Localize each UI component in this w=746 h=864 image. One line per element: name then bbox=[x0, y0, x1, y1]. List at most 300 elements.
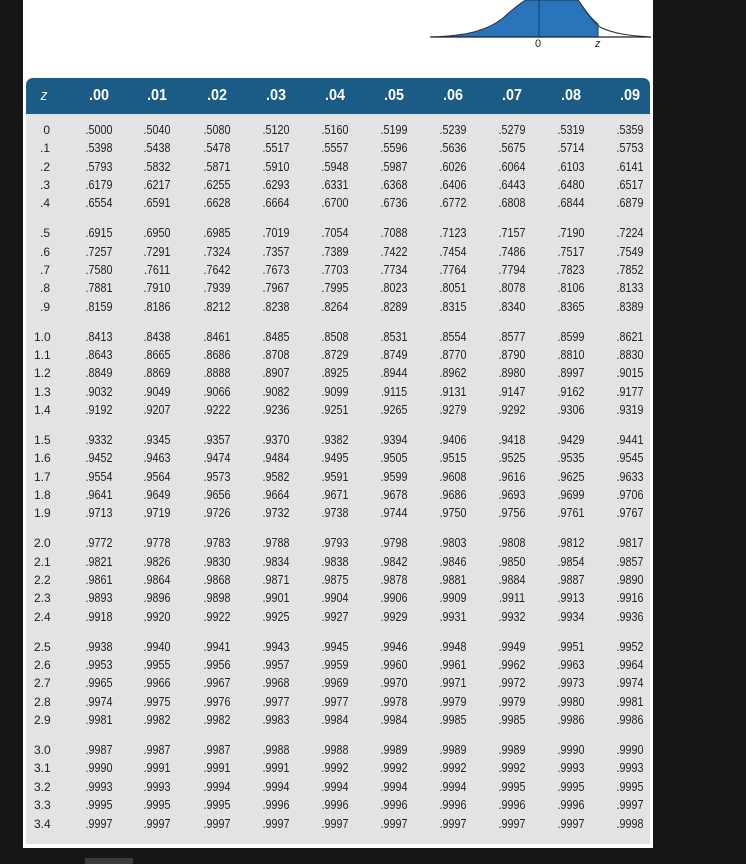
probability-cell: .9984 bbox=[380, 713, 408, 728]
probability-cell: .9625 bbox=[557, 469, 585, 484]
probability-cell: .6700 bbox=[321, 196, 349, 211]
probability-cell: .9756 bbox=[498, 506, 526, 521]
probability-cell: .9996 bbox=[557, 798, 585, 813]
probability-cell: .9997 bbox=[439, 816, 467, 831]
probability-cell: .9515 bbox=[439, 451, 467, 466]
table-rows bbox=[26, 114, 650, 844]
probability-cell: .6772 bbox=[439, 196, 467, 211]
probability-cell: .9975 bbox=[143, 694, 171, 709]
probability-cell: .6554 bbox=[85, 196, 113, 211]
probability-cell: .9997 bbox=[143, 816, 171, 831]
probability-cell: .9713 bbox=[85, 506, 113, 521]
probability-cell: .7995 bbox=[321, 281, 349, 296]
probability-cell: .5871 bbox=[203, 159, 231, 174]
z-value: 1.7 bbox=[34, 469, 51, 484]
probability-cell: .9977 bbox=[262, 694, 290, 709]
z-value: 1.1 bbox=[34, 348, 51, 363]
probability-cell: .9995 bbox=[557, 779, 585, 794]
probability-cell: .9925 bbox=[262, 609, 290, 624]
probability-cell: .5040 bbox=[143, 123, 171, 137]
probability-cell: .9826 bbox=[143, 554, 171, 569]
probability-cell: .6293 bbox=[262, 178, 290, 193]
probability-cell: .9616 bbox=[498, 469, 526, 484]
table-row bbox=[26, 158, 650, 176]
probability-cell: .5596 bbox=[380, 141, 408, 156]
probability-cell: .5359 bbox=[616, 123, 644, 137]
probability-cell: .8078 bbox=[498, 281, 526, 296]
table-row bbox=[26, 693, 650, 711]
probability-cell: .8133 bbox=[616, 281, 644, 296]
probability-cell: .9656 bbox=[203, 488, 231, 503]
table-row bbox=[26, 243, 650, 261]
probability-cell: .9994 bbox=[203, 779, 231, 794]
probability-cell: .9952 bbox=[616, 639, 644, 654]
probability-cell: .7611 bbox=[143, 263, 171, 278]
probability-cell: .8643 bbox=[85, 348, 113, 363]
probability-cell: .9997 bbox=[380, 816, 408, 831]
probability-cell: .9971 bbox=[439, 676, 467, 691]
probability-cell: .7190 bbox=[557, 226, 585, 241]
probability-cell: .9131 bbox=[439, 384, 467, 399]
probability-cell: .9881 bbox=[439, 573, 467, 588]
table-row bbox=[26, 279, 650, 297]
column-header: .03 bbox=[265, 87, 287, 104]
table-row bbox=[26, 553, 650, 571]
probability-cell: .9955 bbox=[143, 658, 171, 673]
probability-cell: .6026 bbox=[439, 159, 467, 174]
probability-cell: .9943 bbox=[262, 639, 290, 654]
probability-cell: .9474 bbox=[203, 451, 231, 466]
probability-cell: .9898 bbox=[203, 591, 231, 606]
probability-cell: .9788 bbox=[262, 536, 290, 551]
table-body bbox=[26, 114, 650, 844]
probability-cell: .9222 bbox=[203, 403, 231, 418]
probability-cell: .8980 bbox=[498, 366, 526, 381]
probability-cell: .7549 bbox=[616, 244, 644, 259]
table-row bbox=[26, 261, 650, 279]
probability-cell: .7852 bbox=[616, 263, 644, 278]
probability-cell: .9946 bbox=[380, 639, 408, 654]
probability-cell: .6879 bbox=[616, 196, 644, 211]
probability-cell: .9974 bbox=[616, 676, 644, 691]
probability-cell: .9838 bbox=[321, 554, 349, 569]
probability-cell: .5279 bbox=[498, 123, 526, 137]
probability-cell: .9808 bbox=[498, 536, 526, 551]
z-value: .8 bbox=[39, 281, 50, 296]
probability-cell: .9993 bbox=[557, 761, 585, 776]
table-row bbox=[26, 401, 650, 419]
window-bottom-strip bbox=[85, 858, 133, 864]
probability-cell: .5675 bbox=[498, 141, 526, 156]
probability-cell: .9505 bbox=[380, 451, 408, 466]
probability-cell: .9932 bbox=[498, 609, 526, 624]
probability-cell: .8577 bbox=[498, 329, 526, 344]
probability-cell: .5080 bbox=[203, 123, 231, 137]
probability-cell: .9803 bbox=[439, 536, 467, 551]
probability-cell: .8315 bbox=[439, 299, 467, 314]
probability-cell: .9987 bbox=[143, 743, 171, 758]
shaded-area bbox=[430, 0, 598, 37]
z-value: 0 bbox=[43, 123, 50, 137]
probability-cell: .9987 bbox=[203, 743, 231, 758]
table-row bbox=[26, 383, 650, 401]
probability-cell: .9948 bbox=[439, 639, 467, 654]
probability-cell: .6628 bbox=[203, 196, 231, 211]
probability-cell: .9973 bbox=[557, 676, 585, 691]
probability-cell: .8051 bbox=[439, 281, 467, 296]
probability-cell: .9990 bbox=[557, 743, 585, 758]
column-header: .01 bbox=[146, 87, 168, 104]
probability-cell: .8686 bbox=[203, 348, 231, 363]
probability-cell: .9265 bbox=[380, 403, 408, 418]
probability-cell: .9306 bbox=[557, 403, 585, 418]
table-row bbox=[26, 468, 650, 486]
probability-cell: .6985 bbox=[203, 226, 231, 241]
probability-cell: .9981 bbox=[616, 694, 644, 709]
probability-cell: .9817 bbox=[616, 536, 644, 551]
probability-cell: .9846 bbox=[439, 554, 467, 569]
probability-cell: .9884 bbox=[498, 573, 526, 588]
probability-cell: .9995 bbox=[203, 798, 231, 813]
probability-cell: .9997 bbox=[85, 816, 113, 831]
probability-cell: .9251 bbox=[321, 403, 349, 418]
probability-cell: .9573 bbox=[203, 469, 231, 484]
table-row bbox=[26, 431, 650, 449]
probability-cell: .6844 bbox=[557, 196, 585, 211]
probability-cell: .9976 bbox=[203, 694, 231, 709]
z-value: 2.7 bbox=[34, 676, 51, 691]
table-row bbox=[26, 674, 650, 692]
probability-cell: .9738 bbox=[321, 506, 349, 521]
probability-cell: .9463 bbox=[143, 451, 171, 466]
probability-cell: .7454 bbox=[439, 244, 467, 259]
z-value: 2.5 bbox=[34, 639, 51, 654]
z-value: 3.0 bbox=[34, 743, 51, 758]
probability-cell: .8888 bbox=[203, 366, 231, 381]
probability-cell: .9996 bbox=[262, 798, 290, 813]
probability-cell: .9979 bbox=[439, 694, 467, 709]
probability-cell: .9994 bbox=[380, 779, 408, 794]
probability-cell: .9996 bbox=[498, 798, 526, 813]
probability-cell: .7673 bbox=[262, 263, 290, 278]
probability-cell: .9997 bbox=[616, 798, 644, 813]
probability-cell: .7703 bbox=[321, 263, 349, 278]
probability-cell: .9772 bbox=[85, 536, 113, 551]
probability-cell: .9991 bbox=[143, 761, 171, 776]
probability-cell: .9901 bbox=[262, 591, 290, 606]
probability-cell: .9970 bbox=[380, 676, 408, 691]
probability-cell: .9993 bbox=[616, 761, 644, 776]
probability-cell: .9967 bbox=[203, 676, 231, 691]
probability-cell: .6480 bbox=[557, 178, 585, 193]
probability-cell: .9115 bbox=[380, 384, 408, 399]
probability-cell: .9719 bbox=[143, 506, 171, 521]
probability-cell: .9996 bbox=[380, 798, 408, 813]
probability-cell: .9812 bbox=[557, 536, 585, 551]
probability-cell: .9984 bbox=[321, 713, 349, 728]
probability-cell: .9997 bbox=[203, 816, 231, 831]
probability-cell: .9966 bbox=[143, 676, 171, 691]
column-header: .06 bbox=[442, 87, 464, 104]
z-value: .3 bbox=[39, 178, 50, 193]
table-row bbox=[26, 139, 650, 157]
column-header-z: z bbox=[40, 87, 48, 104]
probability-cell: .9962 bbox=[498, 658, 526, 673]
probability-cell: .9726 bbox=[203, 506, 231, 521]
probability-cell: .6406 bbox=[439, 178, 467, 193]
probability-cell: .9992 bbox=[439, 761, 467, 776]
probability-cell: .5832 bbox=[143, 159, 171, 174]
z-value: .1 bbox=[39, 141, 50, 156]
probability-cell: .6915 bbox=[85, 226, 113, 241]
z-value: 2.8 bbox=[34, 694, 51, 709]
probability-cell: .8665 bbox=[143, 348, 171, 363]
z-value: 1.2 bbox=[34, 366, 51, 381]
probability-cell: .7224 bbox=[616, 226, 644, 241]
probability-cell: .9988 bbox=[321, 743, 349, 758]
table-row bbox=[26, 711, 650, 729]
probability-cell: .9994 bbox=[439, 779, 467, 794]
probability-cell: .9995 bbox=[616, 779, 644, 794]
table-row bbox=[26, 194, 650, 212]
probability-cell: .9997 bbox=[321, 816, 349, 831]
probability-cell: .9945 bbox=[321, 639, 349, 654]
probability-cell: .9989 bbox=[498, 743, 526, 758]
z-value: 1.6 bbox=[34, 451, 51, 466]
probability-cell: .8023 bbox=[380, 281, 408, 296]
probability-cell: .6808 bbox=[498, 196, 526, 211]
probability-cell: .9783 bbox=[203, 536, 231, 551]
probability-cell: .9671 bbox=[321, 488, 349, 503]
column-header: .05 bbox=[383, 87, 405, 104]
probability-cell: .5948 bbox=[321, 159, 349, 174]
probability-cell: .9949 bbox=[498, 639, 526, 654]
probability-cell: .9994 bbox=[321, 779, 349, 794]
probability-cell: .9887 bbox=[557, 573, 585, 588]
probability-cell: .9582 bbox=[262, 469, 290, 484]
probability-cell: .7291 bbox=[143, 244, 171, 259]
probability-cell: .9452 bbox=[85, 451, 113, 466]
probability-cell: .9767 bbox=[616, 506, 644, 521]
probability-cell: .6217 bbox=[143, 178, 171, 193]
probability-cell: .9082 bbox=[262, 384, 290, 399]
probability-cell: .7357 bbox=[262, 244, 290, 259]
z-value: 1.9 bbox=[34, 506, 51, 521]
probability-cell: .7088 bbox=[380, 226, 408, 241]
probability-cell: .9015 bbox=[616, 366, 644, 381]
probability-cell: .8621 bbox=[616, 329, 644, 344]
probability-cell: .5557 bbox=[321, 141, 349, 156]
probability-cell: .9871 bbox=[262, 573, 290, 588]
probability-cell: .9965 bbox=[85, 676, 113, 691]
probability-cell: .8599 bbox=[557, 329, 585, 344]
probability-cell: .5199 bbox=[380, 123, 408, 137]
probability-cell: .7823 bbox=[557, 263, 585, 278]
probability-cell: .9951 bbox=[557, 639, 585, 654]
probability-cell: .8438 bbox=[143, 329, 171, 344]
probability-cell: .9974 bbox=[85, 694, 113, 709]
z-table-sheet bbox=[23, 0, 653, 848]
probability-cell: .8365 bbox=[557, 299, 585, 314]
probability-cell: .9961 bbox=[439, 658, 467, 673]
probability-cell: .9394 bbox=[380, 433, 408, 448]
probability-cell: .9744 bbox=[380, 506, 408, 521]
table-row bbox=[26, 176, 650, 194]
probability-cell: .6179 bbox=[85, 178, 113, 193]
probability-cell: .7324 bbox=[203, 244, 231, 259]
probability-cell: .9931 bbox=[439, 609, 467, 624]
probability-cell: .8830 bbox=[616, 348, 644, 363]
probability-cell: .9049 bbox=[143, 384, 171, 399]
probability-cell: .9996 bbox=[321, 798, 349, 813]
probability-cell: .8264 bbox=[321, 299, 349, 314]
probability-cell: .8944 bbox=[380, 366, 408, 381]
probability-cell: .9983 bbox=[262, 713, 290, 728]
z-value: .4 bbox=[39, 196, 50, 211]
probability-cell: .9778 bbox=[143, 536, 171, 551]
probability-cell: .9834 bbox=[262, 554, 290, 569]
probability-cell: .8554 bbox=[439, 329, 467, 344]
probability-cell: .8729 bbox=[321, 348, 349, 363]
probability-cell: .9633 bbox=[616, 469, 644, 484]
probability-cell: .9956 bbox=[203, 658, 231, 673]
table-row bbox=[26, 778, 650, 796]
probability-cell: .8238 bbox=[262, 299, 290, 314]
probability-cell: .9147 bbox=[498, 384, 526, 399]
z-value: 3.4 bbox=[34, 816, 51, 831]
probability-cell: .7734 bbox=[380, 263, 408, 278]
probability-cell: .9927 bbox=[321, 609, 349, 624]
probability-cell: .9292 bbox=[498, 403, 526, 418]
probability-cell: .9821 bbox=[85, 554, 113, 569]
probability-cell: .9957 bbox=[262, 658, 290, 673]
probability-cell: .9382 bbox=[321, 433, 349, 448]
probability-cell: .9686 bbox=[439, 488, 467, 503]
probability-cell: .9997 bbox=[557, 816, 585, 831]
probability-cell: .5753 bbox=[616, 141, 644, 156]
probability-cell: .9798 bbox=[380, 536, 408, 551]
column-header: .09 bbox=[619, 87, 641, 104]
probability-cell: .6255 bbox=[203, 178, 231, 193]
probability-cell: .9332 bbox=[85, 433, 113, 448]
probability-cell: .7939 bbox=[203, 281, 231, 296]
probability-cell: .9991 bbox=[203, 761, 231, 776]
table-row bbox=[26, 328, 650, 346]
probability-cell: .9997 bbox=[262, 816, 290, 831]
probability-cell: .5517 bbox=[262, 141, 290, 156]
curve-label-zero: 0 bbox=[535, 38, 542, 50]
probability-cell: .9545 bbox=[616, 451, 644, 466]
probability-cell: .9995 bbox=[85, 798, 113, 813]
probability-cell: .9993 bbox=[143, 779, 171, 794]
probability-cell: .9992 bbox=[321, 761, 349, 776]
probability-cell: .5987 bbox=[380, 159, 408, 174]
probability-cell: .9940 bbox=[143, 639, 171, 654]
z-value: 3.1 bbox=[34, 761, 51, 776]
probability-cell: .9162 bbox=[557, 384, 585, 399]
z-value: 2.1 bbox=[34, 554, 51, 569]
probability-cell: .9936 bbox=[616, 609, 644, 624]
probability-cell: .6736 bbox=[380, 196, 408, 211]
probability-cell: .5398 bbox=[85, 141, 113, 156]
probability-cell: .5636 bbox=[439, 141, 467, 156]
probability-cell: .9207 bbox=[143, 403, 171, 418]
probability-cell: .7881 bbox=[85, 281, 113, 296]
probability-cell: .7486 bbox=[498, 244, 526, 259]
z-value: 1.4 bbox=[34, 403, 51, 418]
z-value: 2.0 bbox=[34, 536, 51, 551]
probability-cell: .9977 bbox=[321, 694, 349, 709]
probability-cell: .8869 bbox=[143, 366, 171, 381]
probability-cell: .8708 bbox=[262, 348, 290, 363]
probability-cell: .6950 bbox=[143, 226, 171, 241]
probability-cell: .9963 bbox=[557, 658, 585, 673]
probability-cell: .6368 bbox=[380, 178, 408, 193]
probability-cell: .6103 bbox=[557, 159, 585, 174]
probability-cell: .9535 bbox=[557, 451, 585, 466]
probability-cell: .9922 bbox=[203, 609, 231, 624]
z-value: .7 bbox=[39, 263, 50, 278]
probability-cell: .9861 bbox=[85, 573, 113, 588]
table-row bbox=[26, 504, 650, 522]
probability-cell: .9998 bbox=[616, 816, 644, 831]
probability-cell: .7794 bbox=[498, 263, 526, 278]
probability-cell: .9953 bbox=[85, 658, 113, 673]
probability-cell: .9938 bbox=[85, 639, 113, 654]
probability-cell: .9345 bbox=[143, 433, 171, 448]
probability-cell: .9988 bbox=[262, 743, 290, 758]
probability-cell: .8106 bbox=[557, 281, 585, 296]
probability-cell: .9875 bbox=[321, 573, 349, 588]
probability-cell: .9319 bbox=[616, 403, 644, 418]
probability-cell: .8849 bbox=[85, 366, 113, 381]
probability-cell: .6443 bbox=[498, 178, 526, 193]
probability-cell: .9641 bbox=[85, 488, 113, 503]
probability-cell: .9890 bbox=[616, 573, 644, 588]
probability-cell: .7123 bbox=[439, 226, 467, 241]
probability-cell: .9357 bbox=[203, 433, 231, 448]
probability-cell: .9995 bbox=[498, 779, 526, 794]
probability-cell: .9996 bbox=[439, 798, 467, 813]
probability-cell: .8790 bbox=[498, 348, 526, 363]
table-row bbox=[26, 815, 650, 833]
probability-cell: .9732 bbox=[262, 506, 290, 521]
table-row bbox=[26, 298, 650, 316]
probability-cell: .5793 bbox=[85, 159, 113, 174]
probability-cell: .9960 bbox=[380, 658, 408, 673]
probability-cell: .9989 bbox=[439, 743, 467, 758]
probability-cell: .9864 bbox=[143, 573, 171, 588]
probability-cell: .9893 bbox=[85, 591, 113, 606]
z-value: .6 bbox=[39, 244, 50, 259]
probability-cell: .9591 bbox=[321, 469, 349, 484]
probability-cell: .9793 bbox=[321, 536, 349, 551]
probability-cell: .8413 bbox=[85, 329, 113, 344]
probability-cell: .9868 bbox=[203, 573, 231, 588]
probability-cell: .9980 bbox=[557, 694, 585, 709]
probability-cell: .7019 bbox=[262, 226, 290, 241]
probability-cell: .9989 bbox=[380, 743, 408, 758]
probability-cell: .9934 bbox=[557, 609, 585, 624]
probability-cell: .9918 bbox=[85, 609, 113, 624]
probability-cell: .6591 bbox=[143, 196, 171, 211]
probability-cell: .9842 bbox=[380, 554, 408, 569]
table-row bbox=[26, 121, 650, 139]
probability-cell: .9192 bbox=[85, 403, 113, 418]
probability-cell: .7764 bbox=[439, 263, 467, 278]
probability-cell: .8186 bbox=[143, 299, 171, 314]
probability-cell: .7642 bbox=[203, 263, 231, 278]
